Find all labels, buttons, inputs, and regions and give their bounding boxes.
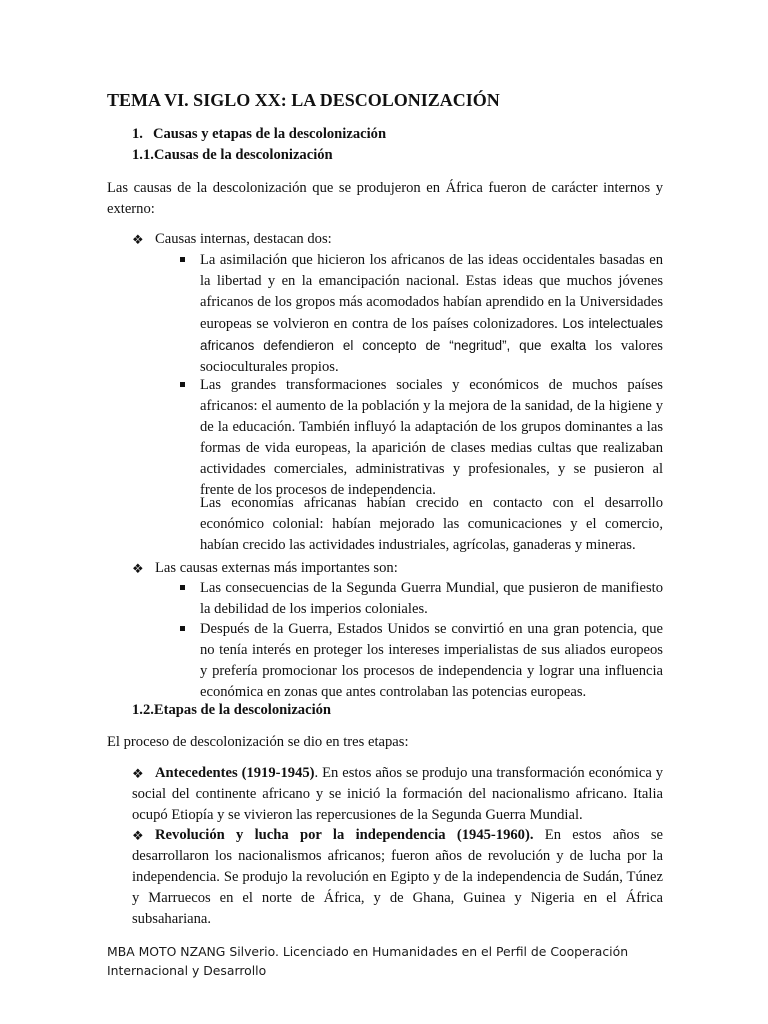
sub-bullet-text: Las consecuencias de la Segunda Guerra Mundial, que pusieron de manifiesto la debilidad de los imperios coloniales. bbox=[200, 580, 663, 617]
bullet-label: Las causas externas más importantes son: bbox=[155, 560, 398, 576]
sub-bullet-assimilation bbox=[176, 250, 663, 378]
bullet-stage-2 bbox=[132, 825, 663, 930]
square-bullet-icon bbox=[180, 382, 185, 387]
section-heading-1-1: 1.1.Causas de la descolonización bbox=[132, 147, 333, 163]
bullet-label: Causas internas, destacan dos: bbox=[155, 231, 332, 247]
square-bullet-icon bbox=[180, 585, 185, 590]
stage-title: Antecedentes (1919-1945) bbox=[155, 765, 315, 781]
sub-bullet-usa bbox=[176, 619, 663, 703]
stages-intro-paragraph: El proceso de descolonización se dio en tres etapas: bbox=[107, 734, 409, 750]
sub-bullet-extra-text: Las economías africanas habían crecido en contacto con el desarrollo económico colonial: habían mejorado las comunicaciones y el comercio, habían crecido las actividades industriales, agrícolas, ganaderas y mineras. bbox=[200, 495, 663, 553]
diamond-bullet-icon: ❖ bbox=[132, 767, 144, 782]
text-sans: Los intelectuales africanos defendieron el concepto de “negritud”, que exalta bbox=[200, 316, 663, 353]
stage-text: En estos años se desarrollaron los nacionalismos africanos; fueron años de revolución y de lucha por la independencia. Se produjo la revolución en Egipto y de la independencia de Sudán, Túnez y Marruecos en el norte de África, y de Ghana, Guinea y Nigeria en el África subsahariana. bbox=[132, 827, 663, 927]
sub-bullet-text: Después de la Guerra, Estados Unidos se convirtió en una gran potencia, que no tenía interés en proteger los intereses imperialistas de sus aliados europeos y prefería promocionar los procesos de independencia y lograr una influencia económica en zonas que antes controlaban las potencias europeas. bbox=[200, 621, 663, 700]
bullet-text bbox=[132, 825, 663, 930]
sub-bullet-transformations bbox=[176, 375, 663, 501]
text-tail: los valores socioculturales propios. bbox=[200, 338, 663, 375]
diamond-bullet-icon: ❖ bbox=[132, 233, 144, 248]
section-heading-1 bbox=[132, 126, 386, 143]
bullet-text bbox=[132, 763, 663, 826]
bullet-internal-causes bbox=[132, 229, 663, 250]
sub-bullet-text bbox=[200, 250, 663, 378]
section-title: Causas y etapas de la descolonización bbox=[152, 126, 387, 142]
page-title: TEMA VI. SIGLO XX: LA DESCOLONIZACIÓN bbox=[107, 90, 500, 110]
diamond-bullet-icon: ❖ bbox=[132, 562, 144, 577]
sub-bullet-continuation bbox=[176, 493, 663, 556]
sub-bullet-text: Las grandes transformaciones sociales y económicos de muchos países africanos: el aumento de la población y la mejora de la sanidad, de la higiene y de la educación. También influyó la adaptación de los grupos dominantes a las formas de vida europeas, la aparición de clases medias cultas que realizaban actividades comerciales, administrativas y profesionales, y se pusieron al frente de los procesos de independencia. bbox=[200, 377, 663, 498]
page-footer: MBA MOTO NZANG Silverio. Licenciado en Humanidades en el Perfil de Cooperación Internacional y Desarrollo bbox=[107, 944, 629, 978]
section-heading-1-2: 1.2.Etapas de la descolonización bbox=[132, 702, 332, 718]
square-bullet-icon bbox=[180, 257, 185, 262]
bullet-stage-1 bbox=[132, 763, 663, 826]
sub-bullet-ww2 bbox=[176, 578, 663, 620]
square-bullet-icon bbox=[180, 626, 185, 631]
diamond-bullet-icon: ❖ bbox=[132, 829, 144, 844]
stage-title: Revolución y lucha por la independencia (1945-1960). bbox=[155, 827, 534, 843]
bullet-external-causes bbox=[132, 558, 663, 579]
text-main: La asimilación que hicieron los africanos de las ideas occidentales basadas en la libertad y en la emancipación nacional. Estas ideas que muchos jóvenes africanos de los gropos más acomodados habían aprendido en la Universidades europeas se volvieron en contra de los países colonizadores. bbox=[200, 252, 663, 332]
intro-paragraph: Las causas de la descolonización que se produjeron en África fueron de carácter internos y externo: bbox=[107, 180, 663, 217]
section-number: 1. bbox=[132, 126, 143, 142]
stage-text: . En estos años se produjo una transformación económica y social del continente africano y se inició la formación del nacionalismo africano. Italia ocupó Etiopía y se vivieron las repercusiones de la Segunda Guerra Mundial. bbox=[132, 765, 663, 823]
